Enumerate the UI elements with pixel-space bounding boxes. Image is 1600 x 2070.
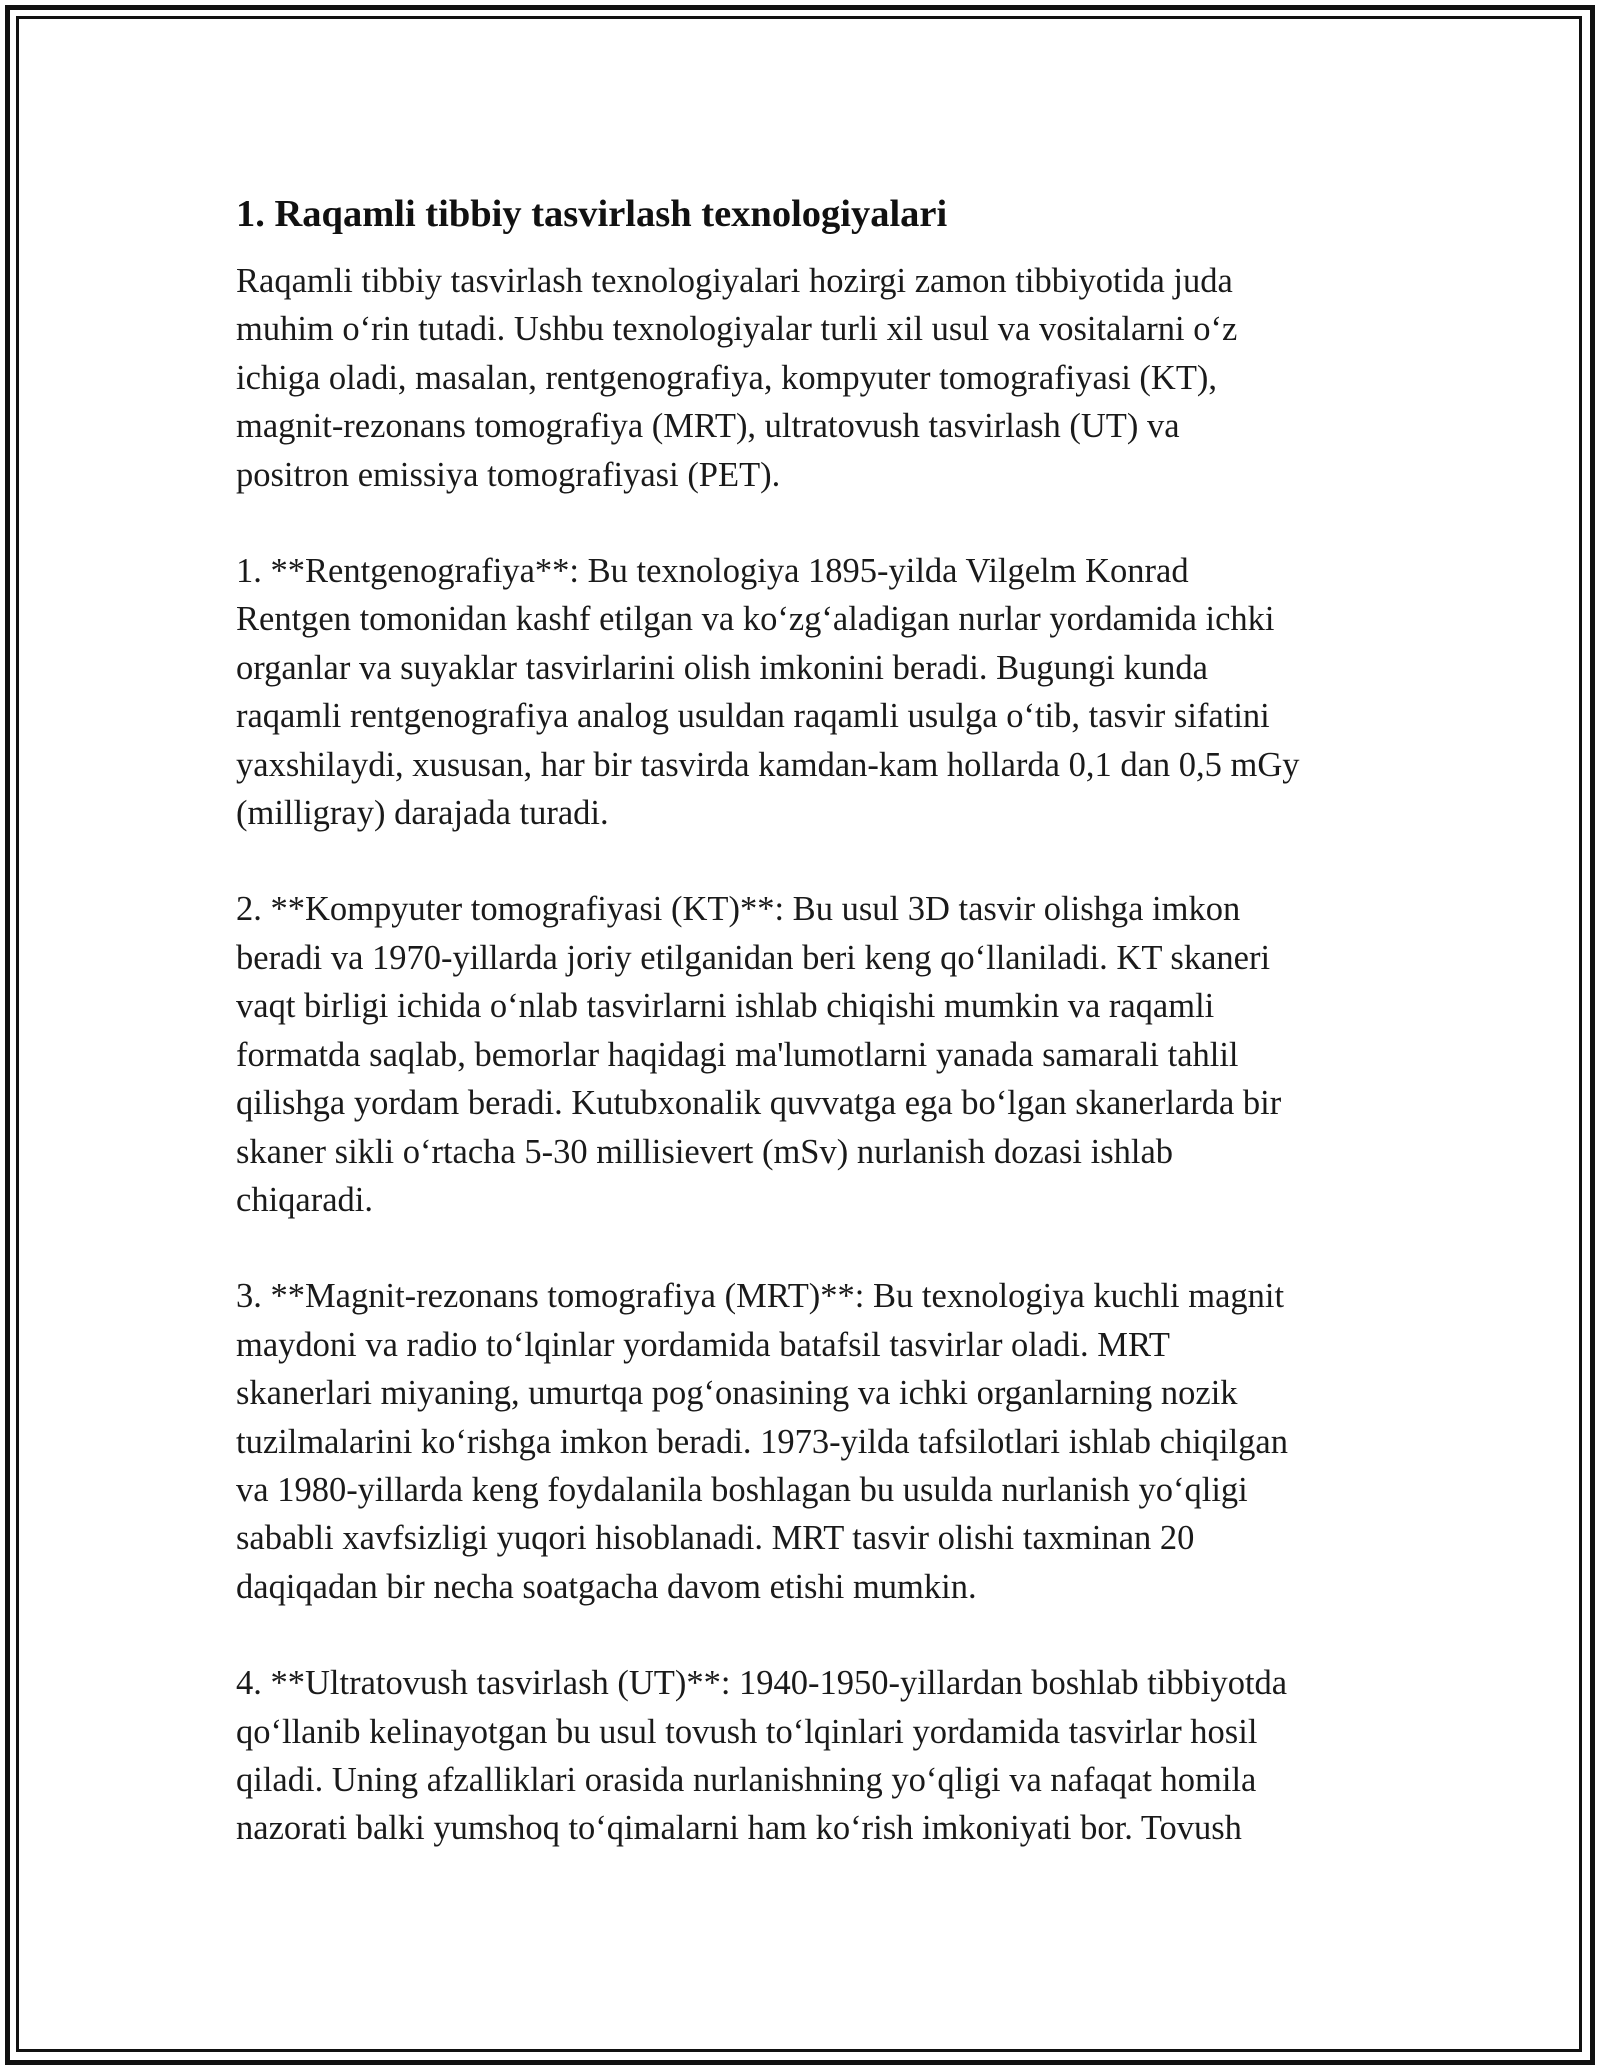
document-body (236, 188, 1376, 1853)
intro-paragraph: Raqamli tibbiy tasvirlash texnologiyalari hozirgi zamon tibbiyotida juda muhim o‘rin tutadi. Ushbu texnologiyalar turli xil usul va vositalarni o‘z ichiga oladi, masalan, rentgenografiya, kompyuter tomografiyasi (KT), magnit-rezonans tomografiya (MRT), ultratovush tasvirlash (UT) va positron emissiya tomografiyasi (PET). (236, 262, 1238, 494)
paragraph-kompyuter-tomografiyasi: 2. **Kompyuter tomografiyasi (KT)**: Bu usul 3D tasvir olishga imkon beradi va 1970-yillarda joriy etilganidan beri keng qo‘llaniladi. KT skaneri vaqt birligi ichida o‘nlab tasvirlarni ishlab chiqishi mumkin va raqamli formatda saqlab, bemorlar haqidagi ma'lumotlarni yanada samarali tahlil qilishga yordam beradi. Kutubxonalik quvvatga ega bo‘lgan skanerlarda bir skaner sikli o‘rtacha 5-30 millisievert (mSv) nurlanish dozasi ishlab chiqaradi. (236, 890, 1282, 1219)
paragraph-magnit-rezonans: 3. **Magnit-rezonans tomografiya (MRT)**: Bu texnologiya kuchli magnit maydoni va radio to‘lqinlar yordamida batafsil tasvirlar oladi. MRT skanerlari miyaning, umurtqa pog‘onasining va ichki organlarning nozik tuzilmalarini ko‘rishga imkon beradi. 1973-yilda tafsilotlari ishlab chiqilgan va 1980-yillarda keng foydalanila boshlagan bu usulda nurlanish yo‘qligi sababli xavfsizligi yuqori hisoblanadi. MRT tasvir olishi taxminan 20 daqiqadan bir necha soatgacha davom etishi mumkin. (236, 1277, 1288, 1606)
section-title: 1. Raqamli tibbiy tasvirlash texnologiyalari (236, 193, 948, 235)
paragraph-ultratovush: 4. **Ultratovush tasvirlash (UT)**: 1940-1950-yillardan boshlab tibbiyotda qo‘llanib kelinayotgan bu usul tovush to‘lqinlari yordamida tasvirlar hosil qiladi. Uning afzalliklari orasida nurlanishning yo‘qligi va nafaqat homila nazorati balki yumshoq to‘qimalarni ham ko‘rish imkoniyati bor. Tovush (236, 1664, 1288, 1848)
paragraph-rentgenografiya: 1. **Rentgenografiya**: Bu texnologiya 1895-yilda Vilgelm Konrad Rentgen tomonidan kashf etilgan va ko‘zg‘aladigan nurlar yordamida ichki organlar va suyaklar tasvirlarini olish imkonini beradi. Bugungi kunda raqamli rentgenografiya analog usuldan raqamli usulga o‘tib, tasvir sifatini yaxshilaydi, xususan, har bir tasvirda kamdan-kam hollarda 0,1 dan 0,5 mGy (milligray) darajada turadi. (236, 552, 1300, 833)
